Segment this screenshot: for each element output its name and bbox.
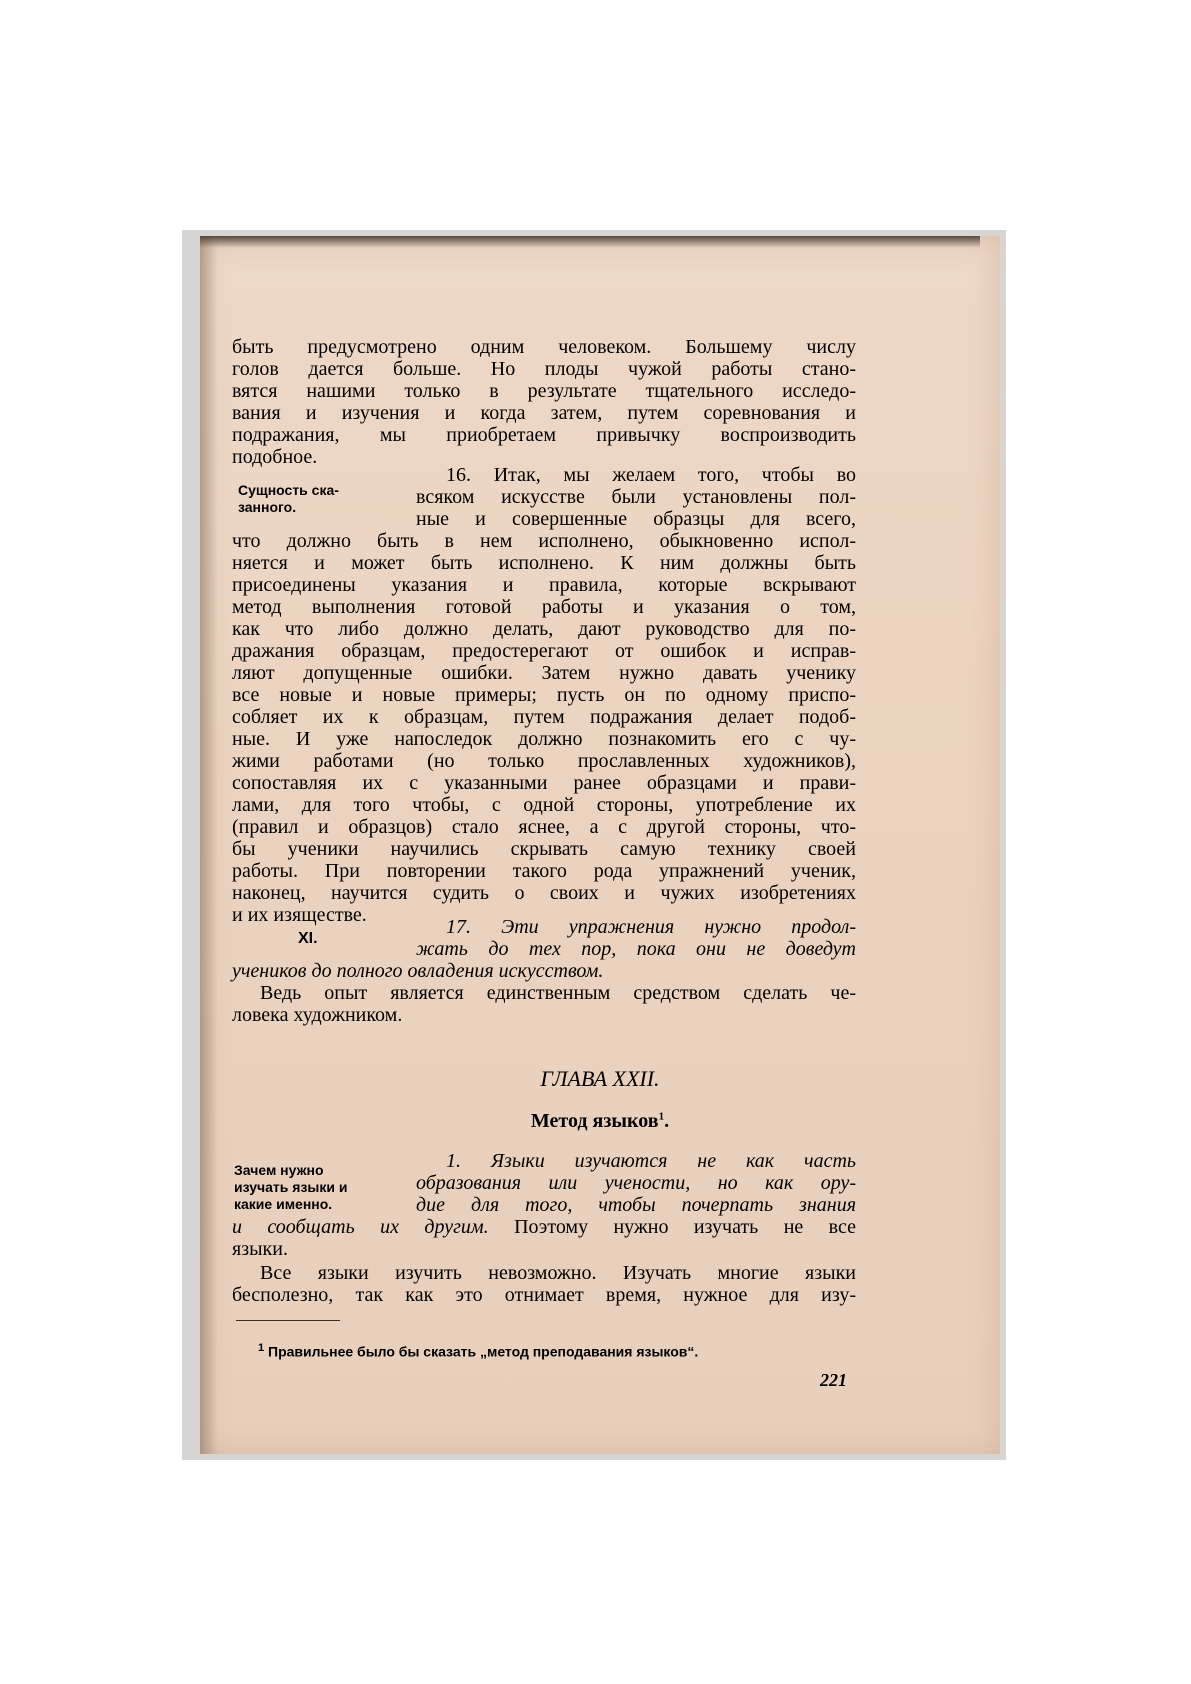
text-line: работы. При повторении такого рода упражнений ученик,: [232, 860, 856, 882]
text-line: подражания, мы приобретаем привычку воспроизводить: [232, 424, 856, 446]
text-line: образования или учености, но как ору-: [416, 1172, 856, 1194]
page-top-shadow: [200, 236, 980, 248]
text-line: ные и совершенные образцы для всего,: [416, 508, 856, 530]
text-line: вания и изучения и когда затем, путем соревнования и: [232, 402, 856, 424]
text-line: сопоставляя их с указанными ранее образцами и прави-: [232, 772, 856, 794]
text-line: Ведь опыт является единственным средством сделать че-: [260, 982, 856, 1004]
page-number: 221: [820, 1370, 847, 1390]
section-title-period: .: [664, 1110, 670, 1132]
margin-note-line: XI.: [298, 930, 318, 947]
text-line: языки.: [232, 1238, 288, 1260]
text-line: голов дается больше. Но плоды чужой работы стано-: [232, 358, 856, 380]
text-italic: и сообщать их другим.: [232, 1216, 489, 1238]
text-line: 1. Языки изучаются не как часть: [446, 1150, 856, 1172]
text-line: подобное.: [232, 446, 318, 468]
margin-note: [298, 930, 318, 947]
text-line: дражания образцам, предостерегают от ошибок и исправ-: [232, 640, 856, 662]
text-line: бесполезно, так как это отнимает время, нужное для изу-: [232, 1284, 856, 1306]
text-line: вятся нашими только в результате тщательного исследо-: [232, 380, 856, 402]
text-line: 17. Эти упражнения нужно продол-: [446, 916, 856, 938]
footnote-marker: 1: [258, 1342, 265, 1354]
margin-note-line: занного.: [238, 499, 297, 515]
text-line: ные. И уже напоследок должно познакомить его с чу-: [232, 728, 856, 750]
text-line: собляет их к образцам, путем подражания делает подоб-: [232, 706, 856, 728]
footnote-text: Правильнее было бы сказать „метод преподавания языков“.: [268, 1343, 699, 1360]
text-line: няется и может быть исполнено. К ним должны быть: [232, 552, 856, 574]
text-line: лами, для того чтобы, с одной стороны, употребление их: [232, 794, 856, 816]
text-line: быть предусмотрено одним человеком. Большему числу: [232, 336, 856, 358]
margin-note-line: какие именно.: [234, 1196, 333, 1212]
text-line: наконец, научится судить о своих и чужих изобретениях: [232, 882, 856, 904]
footnote-ref: 1: [658, 1110, 665, 1123]
footnote-divider: [236, 1320, 340, 1321]
margin-note-line: Сущность ска-: [238, 482, 339, 498]
text-regular: Поэтому нужно изучать не все: [488, 1216, 856, 1238]
text-line: и их изяществе.: [232, 904, 367, 926]
text-line: что должно быть в нем исполнено, обыкновенно испол-: [232, 530, 856, 552]
text-line: (правил и образцов) стало яснее, а с другой стороны, что-: [232, 816, 856, 838]
text-line: Все языки изучить невозможно. Изучать многие языки: [260, 1262, 856, 1284]
margin-note: [234, 1162, 347, 1213]
text-line: жать до тех пор, пока они не доведут: [416, 938, 856, 960]
text-line: бы ученики научились скрывать самую технику своей: [232, 838, 856, 860]
margin-note-line: Зачем нужно: [234, 1162, 324, 1178]
text-line: все новые и новые примеры; пусть он по одному приспо-: [232, 684, 856, 706]
text-line: присоединены указания и правила, которые вскрывают: [232, 574, 856, 596]
text-line: дие для того, чтобы почерпать знания: [416, 1194, 856, 1216]
page-spine-shadow: [200, 236, 218, 1454]
margin-note: [238, 482, 339, 516]
chapter-heading: [200, 1066, 1000, 1092]
text-line: [232, 1216, 856, 1238]
footnote: [258, 1342, 698, 1360]
margin-note-line: изучать языки и: [234, 1179, 348, 1195]
text-line: учеников до полного овладения искусством.: [232, 960, 604, 982]
text-line: всяком искусстве были установлены пол-: [416, 486, 856, 508]
section-title: [200, 1110, 1000, 1133]
text-line: ляют допущенные ошибки. Затем нужно давать ученику: [232, 662, 856, 684]
text-line: ловека художником.: [232, 1004, 403, 1026]
text-line: как что либо должно делать, дают руководство для по-: [232, 618, 856, 640]
section-title-text: Метод языков: [530, 1110, 659, 1132]
text-line: 16. Итак, мы желаем того, чтобы во: [446, 464, 856, 486]
chapter-heading-text: ГЛАВА XXII.: [540, 1066, 660, 1091]
text-line: жими работами (но только прославленных художников),: [232, 750, 856, 772]
text-line: метод выполнения готовой работы и указания о том,: [232, 596, 856, 618]
